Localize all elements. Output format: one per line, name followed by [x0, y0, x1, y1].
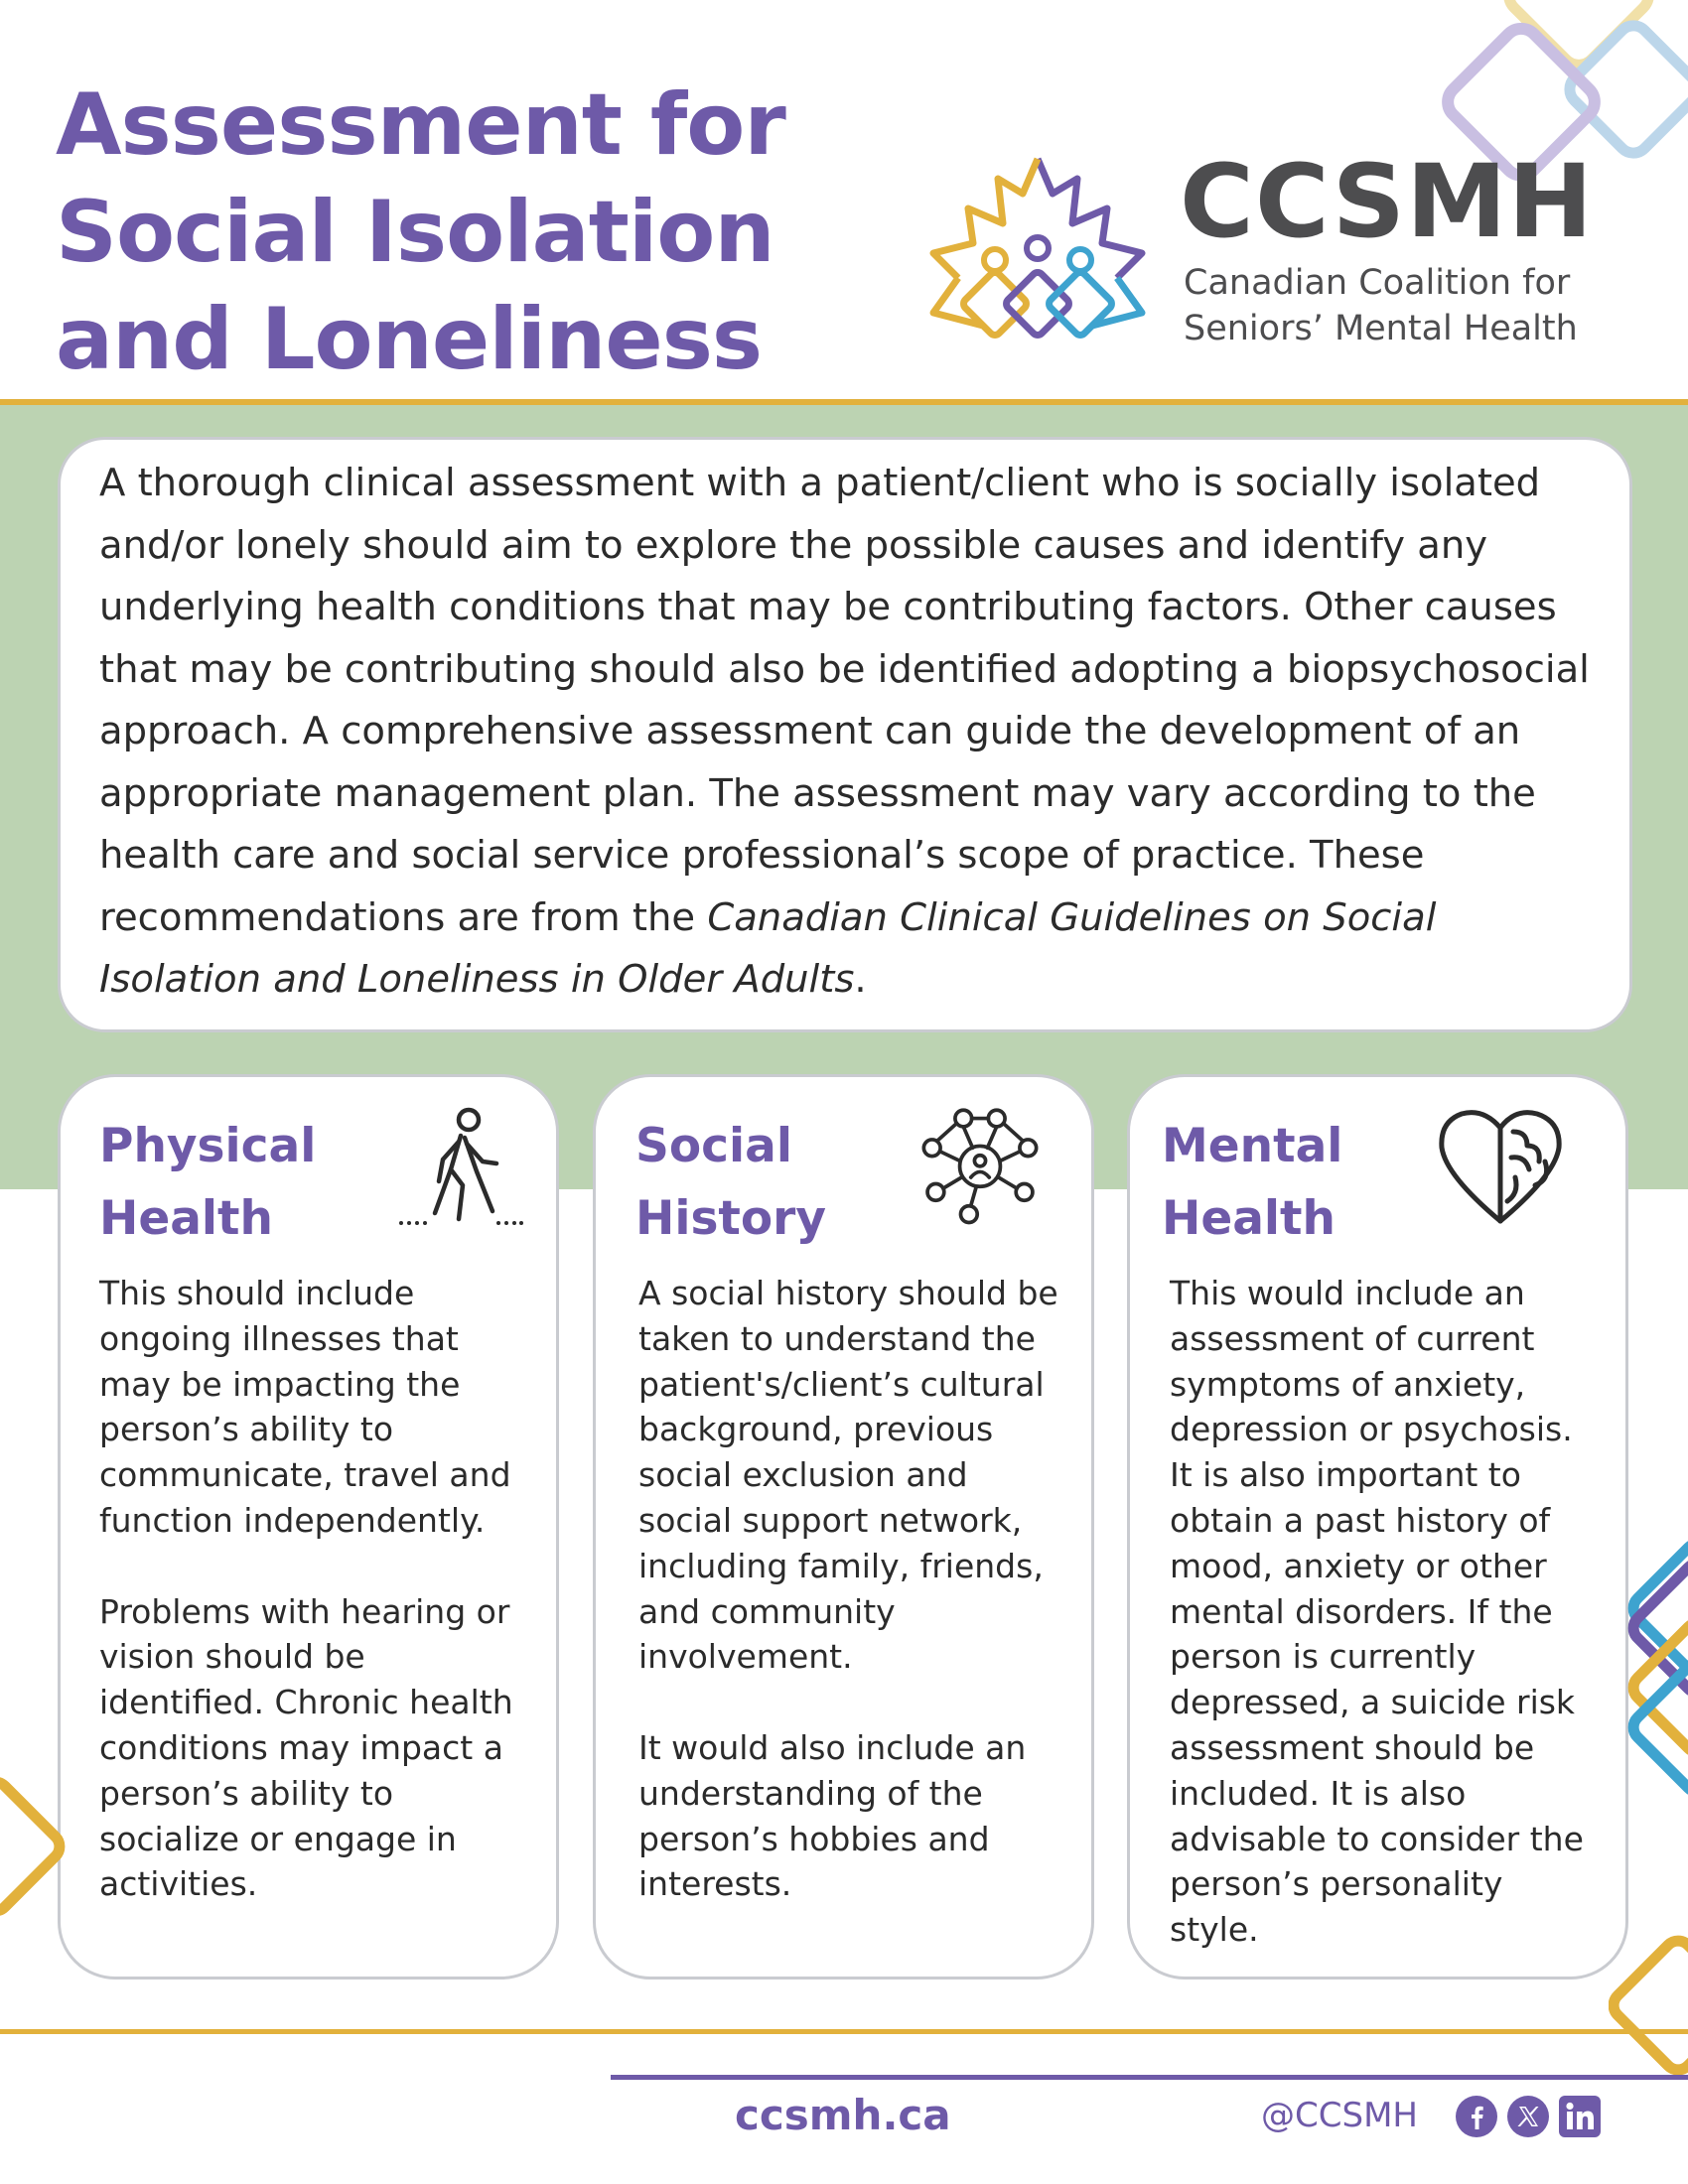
- social-handle[interactable]: @CCSMH: [1261, 2096, 1418, 2135]
- footer-divider: [0, 2029, 1688, 2034]
- logo-organization-name: Canadian Coalition for Seniors’ Mental Health: [1184, 263, 1578, 348]
- walking-person-icon: [395, 1102, 524, 1231]
- physical-health-body: This should include ongoing illnesses that may be impacting the person’s ability to communicate, travel and function independently. Problems with hearing or vision should be identified. Chronic health conditions may impact a person’s ability to socialize or engage in activities.: [99, 1274, 513, 1904]
- guidelines-citation: Canadian Clinical Guidelines on Social Isolation and Loneliness in Older Adults: [99, 894, 1437, 1002]
- footer-accent-line: [611, 2075, 1688, 2080]
- facebook-icon[interactable]: [1456, 2096, 1497, 2137]
- social-history-body: A social history should be taken to understand the patient's/client’s cultural background, previous social exclusion and social support network, including family, friends, and community involvement. It would also include an understanding of the person’s hobbies and interests.: [638, 1274, 1058, 1904]
- social-history-title: Social History: [635, 1119, 826, 1246]
- heart-brain-icon: [1436, 1102, 1565, 1231]
- logo-acronym: CCSMH: [1180, 143, 1594, 261]
- mental-health-title: Mental Health: [1162, 1119, 1343, 1246]
- social-network-icon: [915, 1100, 1045, 1229]
- page-title: Assessment for Social Isolation and Loneliness: [56, 75, 785, 389]
- decorative-squares-left: [0, 1767, 70, 1966]
- ccsmh-logo-icon: [914, 149, 1162, 367]
- website-link[interactable]: ccsmh.ca: [735, 2091, 951, 2139]
- x-icon[interactable]: [1507, 2096, 1549, 2137]
- physical-health-title: Physical Health: [99, 1119, 317, 1246]
- mental-health-body: This would include an assessment of current symptoms of anxiety, depression or psychosis. It is also important to obtain a past history of mood, anxiety or other mental disorders. If the person is currently depressed, a suicide risk assessment should be included. It is also advisable to consider the person’s personality style.: [1170, 1274, 1584, 1950]
- linkedin-icon[interactable]: [1559, 2096, 1601, 2137]
- intro-text: A thorough clinical assessment with a patient/client who is socially isolated and/or lonely should aim to explore the possible causes and identify any underlying health conditions that may be contributing factors. Other causes that may be contributing should also be identified adopting a biopsychosocial approach. A comprehensive assessment can guide the development of an appropriate management plan. The assessment may vary according to the health care and social service professional’s scope of practice. These recommendations are from the Canadian Clinical Guidelines on Social Isolation and Loneliness in Older Adults.: [99, 461, 1590, 1002]
- decorative-squares-right: [1609, 1529, 1688, 2085]
